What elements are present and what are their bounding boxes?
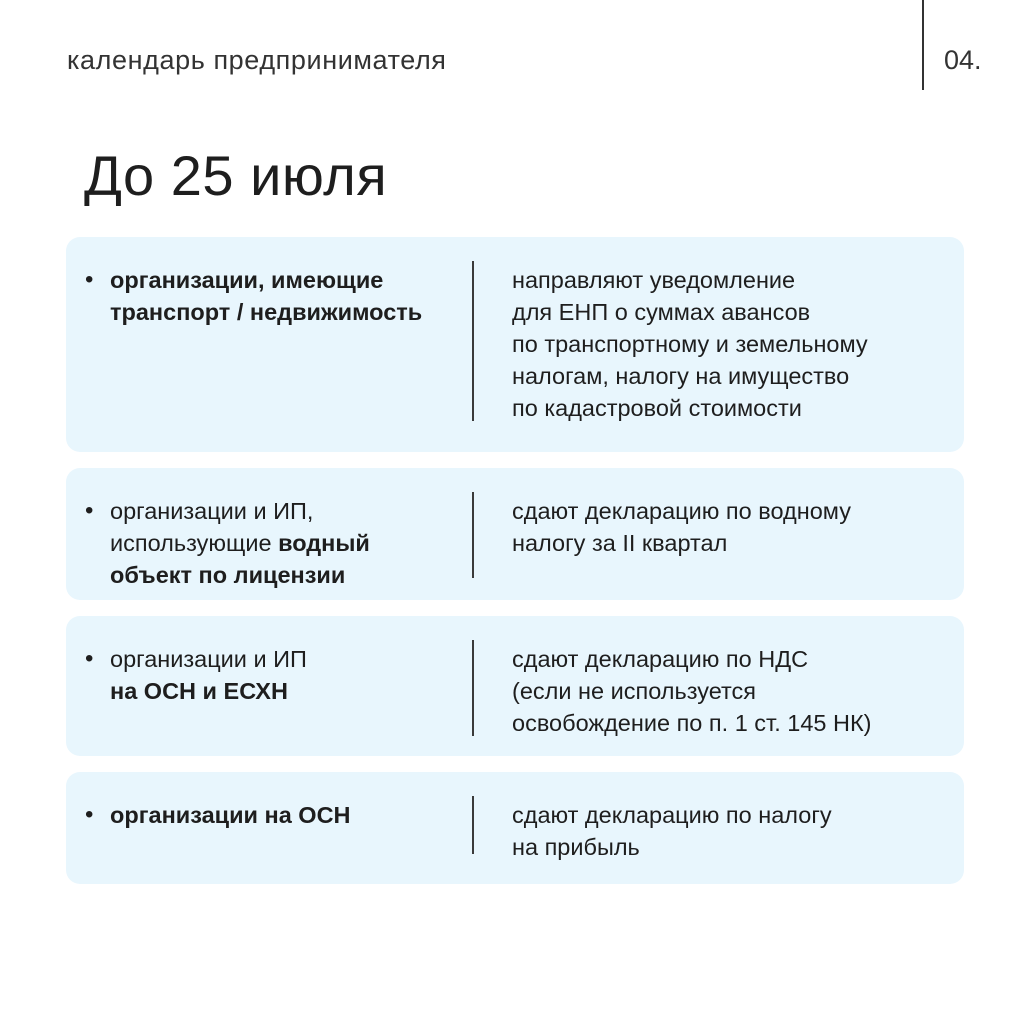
subject-line — [110, 675, 460, 707]
card-divider — [472, 796, 474, 854]
action-line: для ЕНП о суммах авансов — [512, 299, 811, 325]
card-subject — [85, 264, 460, 328]
subject-text: организации на ОСН — [110, 802, 351, 828]
card-action — [512, 264, 952, 424]
card-profit-tax — [66, 772, 964, 884]
card-subject — [85, 643, 460, 707]
bullet-icon: • — [85, 801, 94, 828]
action-line: сдают декларацию по НДС — [512, 646, 809, 672]
action-line: сдают декларацию по водному — [512, 498, 851, 524]
subject-line — [110, 559, 460, 591]
card-action — [512, 643, 952, 739]
subject-line — [110, 799, 460, 831]
card-action — [512, 495, 952, 559]
subject-text: объект по лицензии — [110, 562, 346, 588]
subject-text: на ОСН и ЕСХН — [110, 678, 288, 704]
bullet-icon: • — [85, 645, 94, 672]
page-title: До 25 июля — [84, 144, 388, 207]
bullet-icon: • — [85, 266, 94, 293]
card-vat — [66, 616, 964, 756]
card-divider — [472, 640, 474, 736]
card-action — [512, 799, 952, 863]
subject-line — [110, 643, 460, 675]
subject-line — [110, 264, 460, 296]
action-line: освобождение по п. 1 ст. 145 НК) — [512, 710, 872, 736]
card-transport-property — [66, 237, 964, 452]
action-line: налогам, налогу на имущество — [512, 363, 850, 389]
action-line: по кадастровой стоимости — [512, 395, 802, 421]
subject-line — [110, 527, 460, 559]
subject-line — [110, 495, 460, 527]
card-subject — [85, 799, 460, 831]
subject-text: организации, имеющие — [110, 267, 384, 293]
action-line: на прибыль — [512, 834, 640, 860]
header-divider — [922, 0, 924, 90]
header-title: календарь предпринимателя — [67, 45, 447, 75]
card-divider — [472, 492, 474, 578]
subject-text: водный — [278, 530, 370, 556]
card-subject — [85, 495, 460, 591]
action-line: направляют уведомление — [512, 267, 796, 293]
subject-text: организации и ИП — [110, 646, 307, 672]
subject-line — [110, 296, 460, 328]
page-number: 04. — [944, 45, 982, 75]
action-line: налогу за II квартал — [512, 530, 728, 556]
action-line: (если не используется — [512, 678, 756, 704]
card-water-object — [66, 468, 964, 600]
action-line: сдают декларацию по налогу — [512, 802, 832, 828]
subject-text: организации и ИП, — [110, 498, 314, 524]
subject-text: использующие — [110, 530, 279, 556]
bullet-icon: • — [85, 497, 94, 524]
action-line: по транспортному и земельному — [512, 331, 868, 357]
subject-text: транспорт / недвижимость — [110, 299, 423, 325]
card-divider — [472, 261, 474, 421]
